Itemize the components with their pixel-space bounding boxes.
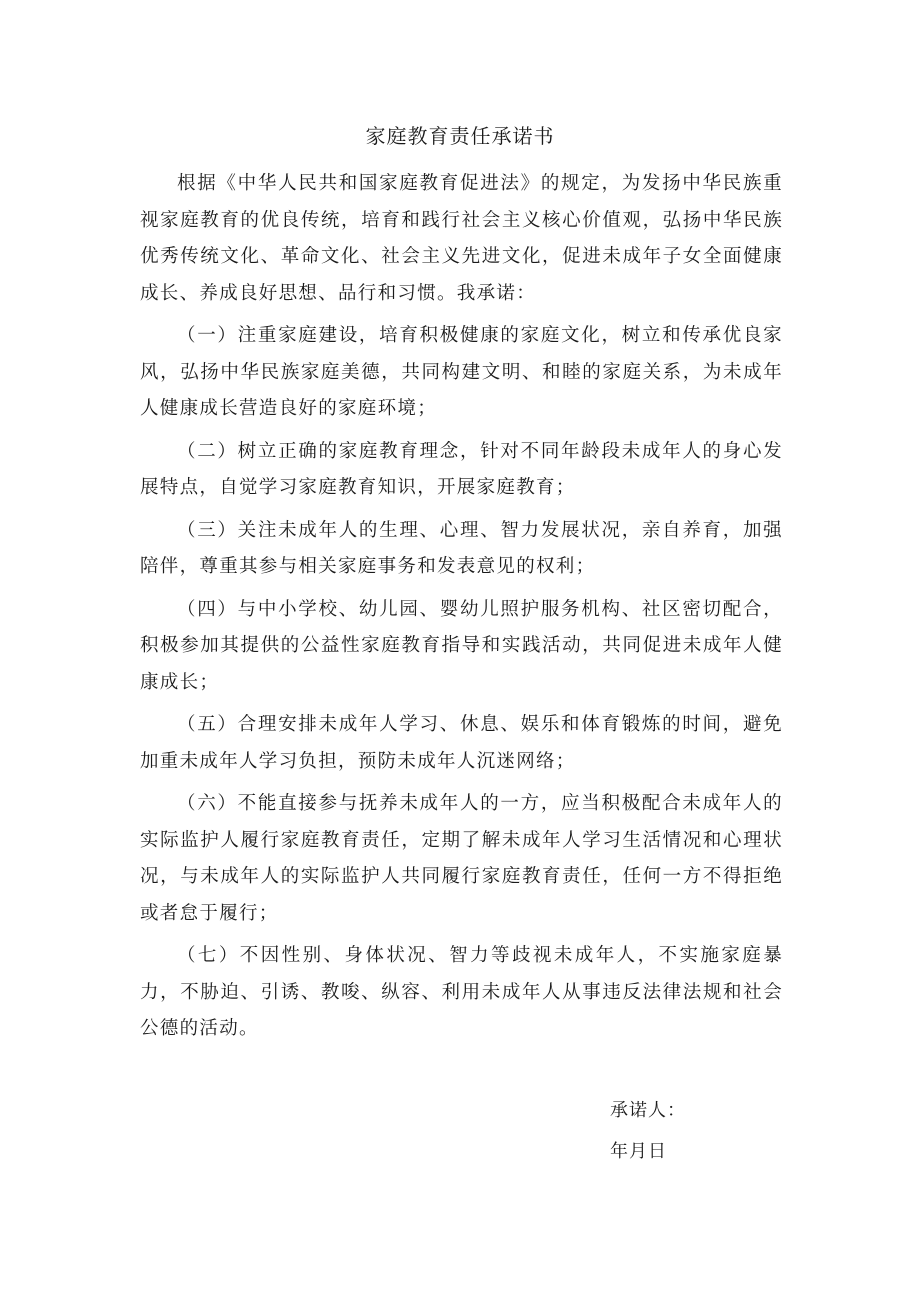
clause-5-paragraph: （五）合理安排未成年人学习、休息、娱乐和体育锻炼的时间，避免加重未成年人学习负担，预防未成年人沉迷网络； (140, 714, 783, 772)
clause-6-paragraph: （六）不能直接参与抚养未成年人的一方，应当积极配合未成年人的实际监护人履行家庭教育责任，定期了解未成年人学习生活情况和心理状况，与未成年人的实际监护人共同履行家庭教育责任，任何一方不得拒绝或者怠于履行； (140, 793, 783, 924)
document-body (140, 166, 783, 1054)
clause-1-paragraph: （一）注重家庭建设，培育积极健康的家庭文化，树立和传承优良家风，弘扬中华民族家庭美德，共同构建文明、和睦的家庭关系，为未成年人健康成长营造良好的家庭环境； (140, 325, 783, 419)
document-title: 家庭教育责任承诺书 (365, 124, 555, 148)
date-label: 年月日 (610, 1141, 667, 1162)
promisor-label: 承诺人： (610, 1100, 686, 1121)
clause-4-paragraph: （四）与中小学校、幼儿园、婴幼儿照护服务机构、社区密切配合，积极参加其提供的公益性家庭教育指导和实践活动，共同促进未成年人健康成长； (140, 598, 783, 693)
clause-3-paragraph: （三）关注未成年人的生理、心理、智力发展状况，亲自养育，加强陪伴，尊重其参与相关家庭事务和发表意见的权利； (140, 519, 783, 577)
intro-paragraph: 根据《中华人民共和国家庭教育促进法》的规定，为发扬中华民族重视家庭教育的优良传统，培育和践行社会主义核心价值观，弘扬中华民族优秀传统文化、革命文化、社会主义先进文化，促进未成年子女全面健康成长、养成良好思想、品行和习惯。我承诺： (140, 173, 783, 304)
clause-2-paragraph: （二）树立正确的家庭教育理念，针对不同年龄段未成年人的身心发展特点，自觉学习家庭教育知识，开展家庭教育； (140, 440, 783, 498)
clause-7-paragraph: （七）不因性别、身体状况、智力等歧视未成年人，不实施家庭暴力，不胁迫、引诱、教唆、纵容、利用未成年人从事违反法律法规和社会公德的活动。 (140, 945, 783, 1039)
